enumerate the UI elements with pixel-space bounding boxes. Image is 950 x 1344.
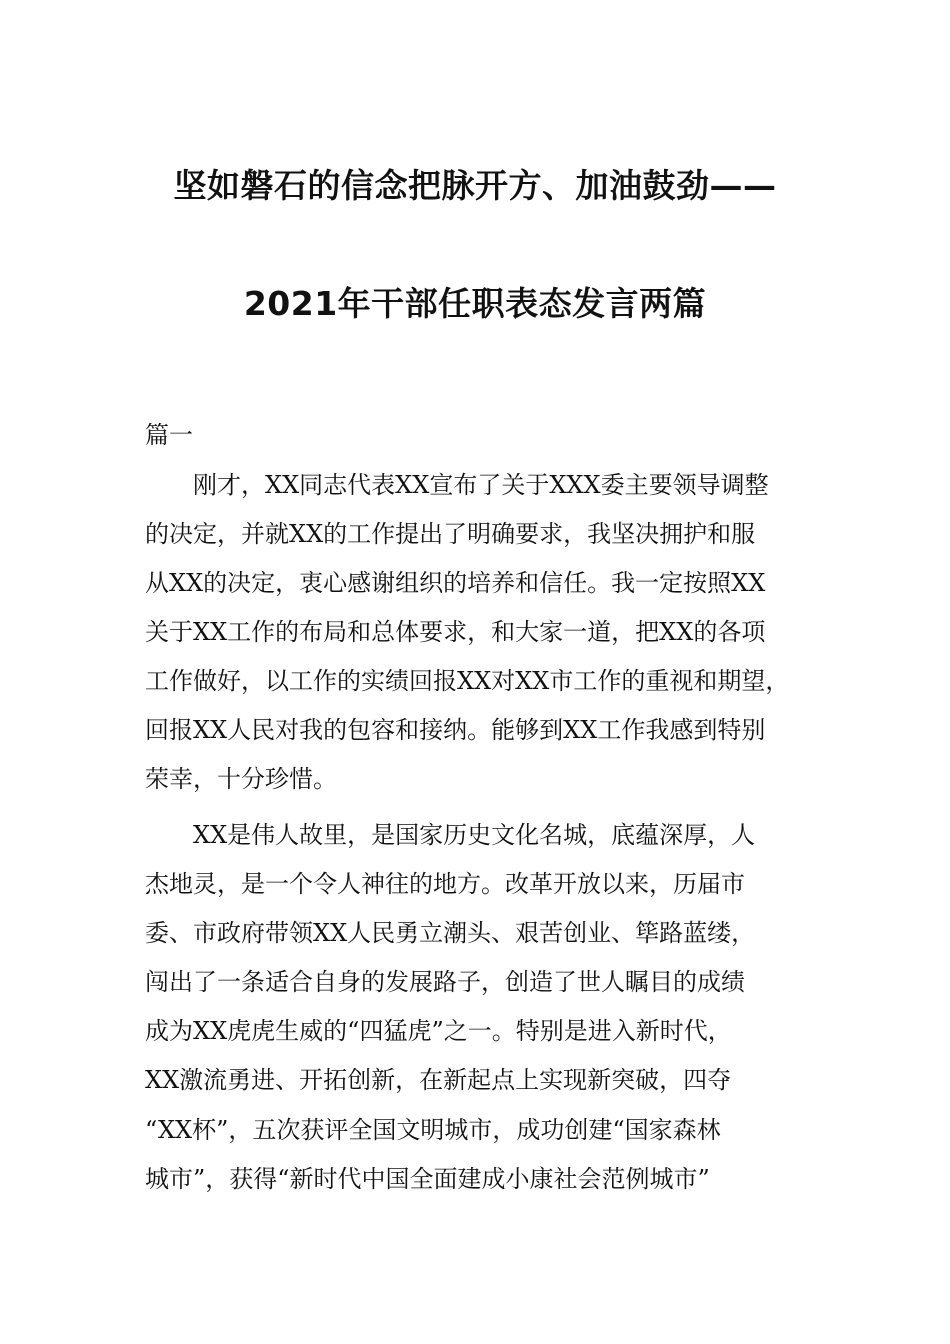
document-title-line-1: 坚如磐石的信念把脉开方、加油鼓劲—— (173, 166, 777, 205)
body-line: 成为XX虎虎生威的“四猛虎”之一。特别是进入新时代， (145, 1017, 732, 1045)
body-line: 刚才，XX同志代表XX宣布了关于XXX委主要领导调整 (193, 471, 769, 499)
body-line: 工作做好，以工作的实绩回报XX对XX市工作的重视和期望， (145, 667, 790, 695)
body-line: 从XX的决定，衷心感谢组织的培养和信任。我一定按照XX (145, 569, 766, 597)
body-line: 关于XX工作的布局和总体要求，和大家一道，把XX的各项 (145, 618, 766, 646)
body-line: 荣幸，十分珍惜。 (145, 765, 337, 793)
body-line: 回报XX人民对我的包容和接纳。能够到XX工作我感到特别 (145, 716, 766, 744)
body-line: 闯出了一条适合自身的发展路子，创造了世人瞩目的成绩 (145, 968, 745, 996)
body-line: “XX杯”，五次获评全国文明城市，成功创建“国家森林 (145, 1116, 721, 1144)
body-line: 委、市政府带领XX人民勇立潮头、艰苦创业、筚路蓝缕， (145, 919, 756, 947)
body-line: 的决定，并就XX的工作提出了明确要求，我坚决拥护和服 (145, 520, 756, 548)
body-line: XX激流勇进、开拓创新，在新起点上实现新突破，四夺 (145, 1066, 732, 1094)
section-label: 篇一 (145, 421, 193, 449)
body-line: 城市”，获得“新时代中国全面建成小康社会范例城市” (145, 1165, 710, 1193)
body-line: XX是伟人故里，是国家历史文化名城，底蕴深厚，人 (193, 821, 756, 849)
document-title-line-2: 2021年干部任职表态发言两篇 (243, 284, 707, 323)
body-line: 杰地灵，是一个令人神往的地方。改革开放以来，历届市 (145, 870, 745, 898)
